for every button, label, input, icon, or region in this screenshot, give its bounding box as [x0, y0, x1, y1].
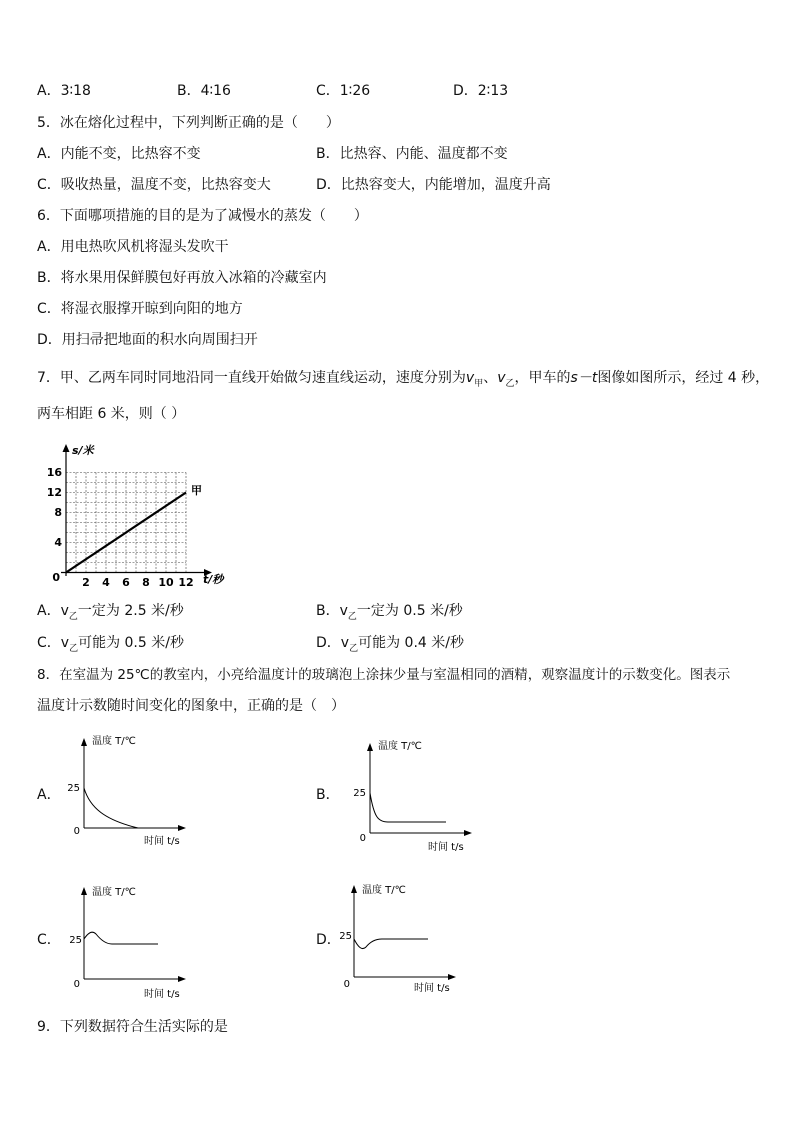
q8-graph-c-ylabel: 温度 T/℃ [92, 887, 136, 898]
q8-graph-c-curve [84, 932, 158, 944]
q8-graph-a [60, 730, 200, 850]
q7-option-b-post: 一定为 0.5 米/秒 [356, 603, 463, 619]
q7-option-c-sub: 乙 [69, 643, 79, 654]
q8-graph-a-origin: 0 [73, 826, 80, 837]
q8-graph-c-tick: 25 [69, 935, 82, 946]
q7-graph-xlabel: t/秒 [203, 573, 224, 586]
q6-option-b: B．将水果用保鲜膜包好再放入冰箱的冷藏室内 [37, 270, 327, 286]
q7-stem-part1: 7．甲、乙两车同时同地沿同一直线开始做匀速直线运动，速度分别为 [37, 370, 466, 386]
q4-option-b: B．4∶16 [177, 83, 231, 99]
q8-graph-a-curve [84, 788, 138, 828]
q7-v-jia: v [465, 370, 475, 386]
q7-option-b-pre: B．v [316, 603, 348, 619]
q7-v-yi: v [497, 370, 506, 386]
q8-graph-d [330, 875, 470, 1000]
q7-graph-xtick-10: 10 [158, 576, 174, 589]
q8-graph-a-xlabel: 时间 t/s [144, 836, 180, 847]
q7-option-d [316, 634, 464, 658]
q8-option-a-label: A． [37, 787, 61, 803]
q5-option-a: A．内能不变，比热容不变 [37, 146, 201, 162]
q5-stem: 5．冰在熔化过程中，下列判断正确的是（ ） [37, 115, 340, 131]
q7-option-c-pre: C．v [37, 635, 70, 651]
q8-stem-line2: 温度计示数随时间变化的图象中，正确的是（ ） [37, 698, 345, 714]
q8-graph-d-tick: 25 [339, 931, 352, 942]
q5-option-b: B．比热容、内能、温度都不变 [316, 146, 508, 162]
q7-graph-xtick-4: 4 [102, 576, 110, 589]
q4-option-c: C．1∶26 [316, 83, 371, 99]
q6-option-a: A．用电热吹风机将湿头发吹干 [37, 239, 229, 255]
q7-sub-yi: 乙 [505, 378, 515, 389]
q5-option-c: C．吸收热量，温度不变，比热容变大 [37, 177, 271, 193]
q8-graph-c-origin: 0 [73, 979, 80, 990]
q8-option-c-label: C． [37, 932, 61, 948]
q7-y-arrow [63, 444, 70, 452]
q7-option-a-sub: 乙 [68, 611, 78, 622]
q8-graph-a-ylabel: 温度 T/℃ [92, 736, 136, 747]
q7-stem [37, 369, 769, 393]
q7-graph-xtick-8: 8 [142, 576, 150, 589]
q8-graph-b [346, 735, 486, 855]
q4-option-a: A．3∶18 [37, 83, 91, 99]
q7-option-c-post: 可能为 0.5 米/秒 [78, 635, 184, 651]
q7-option-d-pre: D．v [316, 635, 350, 651]
q8-graph-b-origin: 0 [359, 833, 366, 844]
q7-graph-origin: 0 [52, 571, 60, 584]
q7-graph-xtick-6: 6 [122, 576, 130, 589]
q8-graph-b-tick: 25 [353, 788, 366, 799]
q6-stem: 6．下面哪项措施的目的是为了减慢水的蒸发（ ） [37, 208, 368, 224]
q8-graph-c [60, 877, 200, 1002]
q7-graph-xtick-12: 12 [178, 576, 194, 589]
q7-stem-part2: ，甲车的 [514, 370, 571, 386]
q9-stem: 9．下列数据符合生活实际的是 [37, 1019, 228, 1035]
q8-graph-d-xlabel: 时间 t/s [414, 983, 450, 994]
q8-graph-a-tick: 25 [67, 783, 80, 794]
q7-option-b [316, 602, 463, 626]
q7-st-graph [36, 436, 236, 592]
q8-graph-d-origin: 0 [343, 979, 350, 990]
q7-stem-line2: 两车相距 6 米，则（ ） [37, 406, 186, 422]
q8-graph-b-ylabel: 温度 T/℃ [378, 741, 422, 752]
q7-graph-ytick-16: 16 [46, 466, 62, 479]
q7-graph-xtick-2: 2 [82, 576, 90, 589]
q7-graph-ytick-4: 4 [54, 536, 62, 549]
q8-graph-b-xlabel: 时间 t/s [428, 842, 464, 853]
q8-graph-d-ylabel: 温度 T/℃ [362, 885, 406, 896]
q7-option-d-sub: 乙 [349, 643, 359, 654]
q7-option-c [37, 634, 184, 658]
q7-st-symbol: s－t [570, 370, 598, 386]
q8-stem-line1: 8．在室温为 25℃的教室内，小亮给温度计的玻璃泡上涂抹少量与室温相同的酒精，观察温度计的示数变化。图表示 [37, 667, 731, 683]
q7-option-b-sub: 乙 [347, 611, 357, 622]
q7-option-a-pre: A．v [37, 603, 69, 619]
q7-option-a-post: 一定为 2.5 米/秒 [77, 603, 184, 619]
q7-option-d-post: 可能为 0.4 米/秒 [358, 635, 464, 651]
q7-graph-ytick-12: 12 [46, 486, 62, 499]
q7-sub-jia: 甲 [474, 378, 484, 389]
q4-option-d: D．2∶13 [453, 83, 509, 99]
q7-option-a [37, 602, 184, 626]
q7-grid [66, 473, 186, 573]
q7-graph-line-label: 甲 [191, 484, 202, 497]
q6-option-c: C．将湿衣服撑开晾到向阳的地方 [37, 301, 243, 317]
q7-stem-part3: 图像如图所示，经过 4 秒， [597, 370, 770, 386]
q8-graph-d-curve [354, 939, 428, 949]
q8-option-b-label: B． [316, 787, 340, 803]
q7-separator: 、 [483, 370, 498, 386]
q6-option-d: D．用扫帚把地面的积水向周围扫开 [37, 332, 258, 348]
q8-graph-c-xlabel: 时间 t/s [144, 989, 180, 1000]
q8-graph-b-curve [370, 793, 446, 822]
q8-option-d-label: D． [316, 932, 341, 948]
q7-graph-ytick-8: 8 [54, 506, 62, 519]
q5-option-d: D．比热容变大，内能增加，温度升高 [316, 177, 551, 193]
q7-graph-ylabel: s/米 [72, 444, 94, 457]
